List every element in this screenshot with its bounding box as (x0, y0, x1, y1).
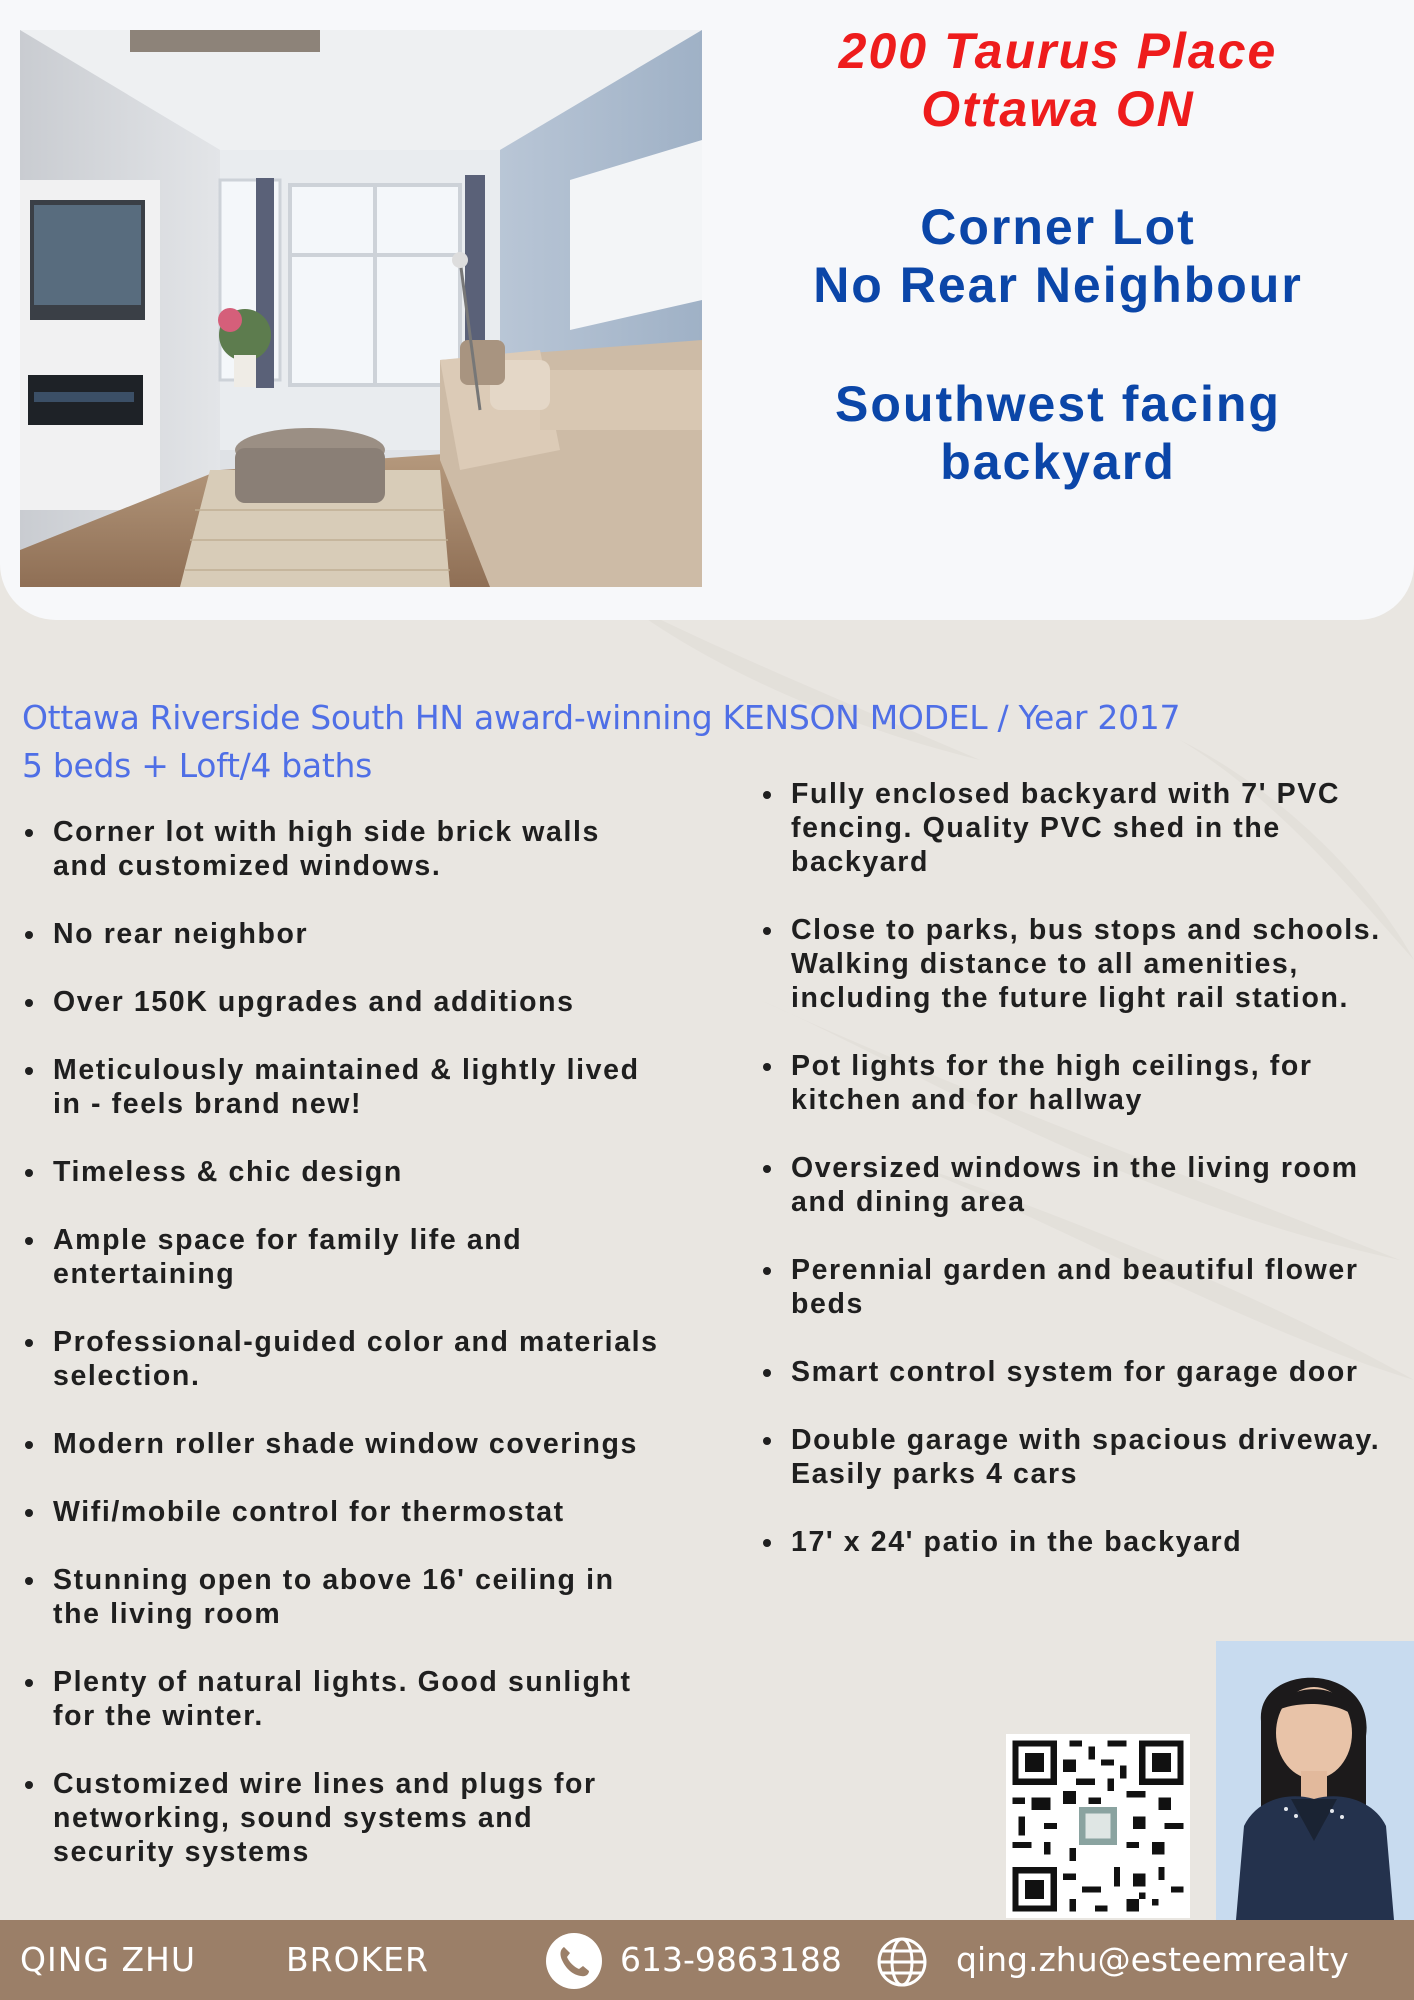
feature-item: Oversized windows in the living room and dining area (760, 1151, 1390, 1219)
corner-lot-heading (740, 198, 1376, 314)
agent-title: BROKER (286, 1940, 429, 1979)
feature-item: Corner lot with high side brick walls and customized windows. (22, 815, 662, 883)
headline-line: No Rear Neighbour (813, 257, 1303, 313)
feature-item: Wifi/mobile control for thermostat (22, 1495, 662, 1529)
feature-item: Double garage with spacious driveway. Easily parks 4 cars (760, 1423, 1390, 1491)
features-list-left (22, 815, 662, 1903)
address-city-line: Ottawa ON (921, 81, 1195, 137)
feature-item: Ample space for family life and entertaining (22, 1223, 662, 1291)
features-list-right (760, 777, 1390, 1593)
phone-icon (546, 1933, 602, 1989)
address-line: 200 Taurus Place (838, 23, 1278, 79)
feature-item: Smart control system for garage door (760, 1355, 1390, 1389)
beds-baths-line: 5 beds + Loft/4 baths (22, 746, 372, 785)
feature-item: Customized wire lines and plugs for networking, sound systems and security systems (22, 1767, 662, 1869)
model-line: Ottawa Riverside South HN award-winning KENSON MODEL / Year 2017 (22, 698, 1181, 737)
headline-line: Southwest facing (835, 376, 1281, 432)
feature-item: Timeless & chic design (22, 1155, 662, 1189)
feature-item: Over 150K upgrades and additions (22, 985, 662, 1019)
agent-portrait (1216, 1641, 1414, 1920)
feature-item: Close to parks, bus stops and schools. Walking distance to all amenities, including the future light rail station. (760, 913, 1390, 1015)
feature-item: Modern roller shade window coverings (22, 1427, 662, 1461)
globe-icon (876, 1936, 928, 1988)
model-summary (22, 694, 1392, 790)
feature-item: Fully enclosed backyard with 7' PVC fencing. Quality PVC shed in the backyard (760, 777, 1390, 879)
headline-line: Corner Lot (920, 199, 1196, 255)
feature-item: Stunning open to above 16' ceiling in the living room (22, 1563, 662, 1631)
email-address[interactable]: qing.zhu@esteemrealty (956, 1940, 1349, 1979)
property-address (740, 22, 1376, 138)
living-room-photo (20, 30, 702, 587)
feature-item: Perennial garden and beautiful flower beds (760, 1253, 1390, 1321)
headline-line: backyard (940, 434, 1176, 490)
feature-item: Professional-guided color and materials selection. (22, 1325, 662, 1393)
feature-item: Meticulously maintained & lightly lived in - feels brand new! (22, 1053, 662, 1121)
southwest-heading (740, 375, 1376, 491)
feature-item: Pot lights for the high ceilings, for kitchen and for hallway (760, 1049, 1390, 1117)
feature-item: 17' x 24' patio in the backyard (760, 1525, 1390, 1559)
header-card (0, 0, 1414, 620)
phone-number[interactable]: 613-9863188 (620, 1940, 842, 1979)
feature-item: No rear neighbor (22, 917, 662, 951)
feature-item: Plenty of natural lights. Good sunlight for the winter. (22, 1665, 662, 1733)
contact-footer (0, 1920, 1414, 2000)
qr-code[interactable] (1006, 1734, 1190, 1918)
agent-name: QING ZHU (20, 1940, 197, 1979)
